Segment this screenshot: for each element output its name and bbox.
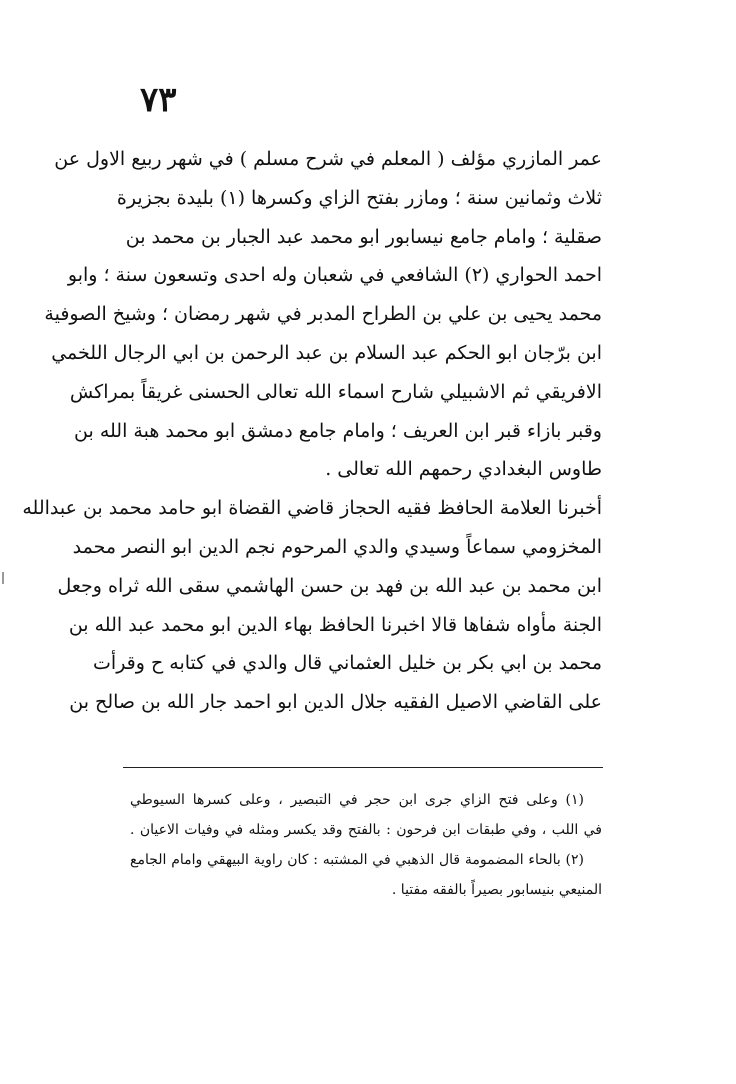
footnote-line: (١) وعلى فتح الزاي جرى ابن حجر في التبصير ، وعلى كسرها السيوطي [130,792,584,808]
text-line: ابن محمد بن عبد الله بن فهد بن حسن الهاشمي سقى الله ثراه وجعل [57,574,602,597]
text-line: طاوس البغدادي رحمهم الله تعالى . [325,458,602,481]
text-line: أخبرنا العلامة الحافظ فقيه الحجاز قاضي القضاة ابو حامد محمد بن عبدالله [22,497,602,520]
text-line: الافريقي ثم الاشبيلي شارح اسماء الله تعالى الحسنى غريقاً بمراكش [69,380,602,403]
text-line: صقلية ؛ وامام جامع نيسابور ابو محمد عبد الجبار بن محمد بن [125,225,602,248]
main-text [22,140,602,722]
footnote-divider [123,767,603,768]
text-line: محمد بن ابي بكر بن خليل العثماني قال والدي في كتابه ح وقرأت [93,652,602,675]
text-line: المخزومي سماعاً وسيدي والدي المرحوم نجم الدين ابو النصر محمد [72,535,602,558]
text-line: احمد الحواري (٢) الشافعي في شعبان وله احدى وتسعون سنة ؛ وابو [67,264,602,287]
scan-edge-mark [2,572,4,584]
footnote-line: في اللب ، وفي طبقات ابن فرحون : بالفتح وقد يكسر ومثله في وفيات الاعيان . [130,822,602,838]
text-line: الجنة مأواه شفاها قالا اخبرنا الحافظ بهاء الدين ابو محمد عبد الله بن [68,613,602,636]
text-line: وقبر بازاء قبر ابن العريف ؛ وامام جامع دمشق ابو محمد هبة الله بن [74,419,602,442]
text-line: على القاضي الاصيل الفقيه جلال الدين ابو احمد جار الله بن صالح بن [69,691,602,714]
text-line: محمد يحيى بن علي بن الطراح المدبر في شهر رمضان ؛ وشيخ الصوفية [44,303,602,326]
text-line: ثلاث وثمانين سنة ؛ ومازر بفتح الزاي وكسرها (١) بليدة بجزيرة [116,186,602,209]
footnote-line: المنيعي بنيسابور بصيراً بالفقه مفتيا . [391,882,602,898]
footnotes [130,785,602,905]
text-line: ابن برّجان ابو الحكم عبد السلام بن عبد الرحمن بن ابي الرجال اللخمي [51,341,602,364]
text-line: عمر المازري مؤلف ( المعلم في شرح مسلم ) في شهر ربيع الاول عن [54,148,602,170]
page-number: ٧٣ [140,80,177,120]
footnote-line: (٢) بالحاء المضمومة قال الذهبي في المشتبه : كان راوية البيهقي وامام الجامع [130,852,584,868]
